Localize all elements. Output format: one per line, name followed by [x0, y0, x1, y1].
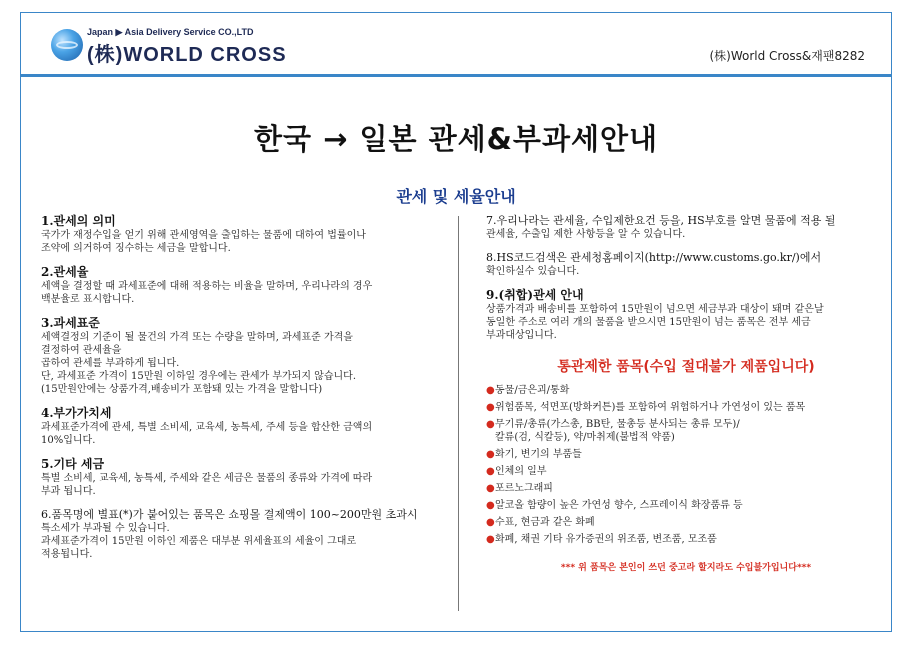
- list-item-text: 동물/금은괴/통화: [495, 385, 570, 396]
- list-item: [486, 499, 886, 512]
- section-line: 10%입니다.: [41, 435, 96, 446]
- list-item-text: 화폐, 채권 기타 유가증권의 위조품, 변조품, 모조품: [495, 534, 717, 545]
- right-column: [486, 214, 886, 573]
- bullet-icon: ●: [486, 449, 495, 460]
- list-item-text: 칼류(검, 식칼등), 약/마취제(불법적 약품): [495, 432, 675, 443]
- bullet-icon: ●: [486, 385, 495, 396]
- section-line: 적용됩니다.: [41, 549, 93, 560]
- section-asterisk-items: [41, 508, 461, 561]
- section-heading: 8.HS코드검색은 관세청홈페이지(http://www.customs.go.kr/)에서: [486, 251, 822, 264]
- section-line: 과세표준가격이 15만원 이하인 제품은 대부분 위세율표의 세율이 그대로: [41, 536, 357, 547]
- section-other-taxes: [41, 457, 461, 498]
- import-warning: *** 위 품목은 본인이 쓰던 중고라 할지라도 수입불가입니다***: [560, 563, 812, 573]
- list-item-text: 알코올 함량이 높은 가연성 향수, 스프레이식 화장품류 등: [495, 500, 743, 511]
- list-item-text: 인체의 일부: [495, 466, 547, 477]
- list-item-text: 포르노그래피: [495, 483, 553, 494]
- section-line: 결정하여 관세율을: [41, 345, 122, 356]
- section-tax-meaning: [41, 214, 461, 255]
- section-line: 특소세가 부과될 수 있습니다.: [41, 523, 170, 534]
- list-item-text: 화기, 변기의 부품들: [495, 449, 582, 460]
- globe-icon: [51, 29, 83, 61]
- section-line: 세액결정의 기준이 될 물건의 가격 또는 수량을 말하며, 과세표준 가격을: [41, 332, 353, 343]
- list-item: [486, 465, 886, 478]
- section-line: 단, 과세표준 가격이 15만원 이하일 경우에는 관세가 부가되지 않습니다.: [41, 371, 356, 382]
- section-line: 특별 소비세, 교육세, 농특세, 주세와 같은 세금은 물품의 종류와 가격에 따라: [41, 473, 373, 484]
- bullet-icon: ●: [486, 517, 495, 528]
- bullet-icon: ●: [486, 466, 495, 477]
- section-heading: 7.우리나라는 관세율, 수입제한요건 등을, HS부호를 알면 물품에 적용 될: [486, 214, 836, 227]
- section-tax-base: [41, 316, 461, 396]
- list-item: [486, 482, 886, 495]
- section-line: (15만원안에는 상품가격,배송비가 포함돼 있는 가격을 말합니다): [41, 384, 323, 395]
- left-column: [41, 214, 461, 571]
- logo-tagline: Japan ▶ Asia Delivery Service CO.,LTD: [87, 27, 254, 37]
- section-line: 부과대상입니다.: [486, 330, 557, 341]
- section-hs-search: [486, 251, 886, 278]
- section-combined-tax: [486, 288, 886, 342]
- section-tax-rate: [41, 265, 461, 306]
- section-line: 조약에 의거하여 징수하는 세금을 말합니다.: [41, 243, 231, 254]
- section-line: 국가가 재정수입을 얻기 위해 관세영역을 출입하는 물품에 대하여 법률이나: [41, 230, 366, 241]
- bullet-icon: ●: [486, 419, 495, 430]
- section-heading: 6.품목명에 별표(*)가 붙어있는 품목은 쇼핑몰 결제액이 100~200만원 초과시: [41, 508, 418, 521]
- document-frame: [20, 12, 892, 632]
- section-heading: 1.관세의 의미: [41, 214, 116, 228]
- section-line: 곱하여 관세를 부과하게 됩니다.: [41, 358, 180, 369]
- section-line: 백분율로 표시합니다.: [41, 294, 135, 305]
- header: [21, 13, 891, 75]
- restricted-items-title: 통관제한 품목(수입 절대불가 제품입니다): [557, 359, 815, 375]
- section-heading: 2.관세율: [41, 265, 89, 279]
- list-item: [486, 448, 886, 461]
- company-code: (株)World Cross&재팬8282: [709, 49, 865, 63]
- section-hs-code: [486, 214, 886, 241]
- list-item: [486, 384, 886, 397]
- section-line: 과세표준가격에 관세, 특별 소비세, 교육세, 농특세, 주세 등을 합산한 금액의: [41, 422, 373, 433]
- bullet-icon: ●: [486, 483, 495, 494]
- bullet-icon: ●: [486, 402, 495, 413]
- list-item: [486, 516, 886, 529]
- restricted-items-list: [486, 384, 886, 546]
- list-item: [486, 401, 886, 414]
- section-line: 동일한 주소로 여러 개의 물품을 받으시면 15만원이 넘는 품목은 전부 세금: [486, 317, 811, 328]
- section-vat: [41, 406, 461, 447]
- section-heading: 5.기타 세금: [41, 457, 105, 471]
- section-line: 관세율, 수출입 제한 사항등을 알 수 있습니다.: [486, 229, 686, 240]
- section-heading: 3.과세표준: [41, 316, 100, 330]
- list-item-text: 위험품목, 석면포(방화커튼)를 포함하여 위험하거나 가연성이 있는 품목: [495, 402, 806, 413]
- bullet-icon: ●: [486, 500, 495, 511]
- section-heading: 9.(취합)관세 안내: [486, 288, 584, 302]
- list-item: [486, 533, 886, 546]
- section-line: 상품가격과 배송비를 포함하여 15만원이 넘으면 세금부과 대상이 돼며 같은날: [486, 304, 824, 315]
- section-line: 부과 됩니다.: [41, 486, 96, 497]
- header-divider: [21, 74, 891, 77]
- list-item-text: 무기류/총류(가스총, BB탄, 물총등 분사되는 총류 모두)/: [495, 419, 740, 430]
- logo-name: (株)WORLD CROSS: [87, 44, 287, 66]
- list-item: [486, 418, 886, 444]
- page-title: 한국 → 일본 관세&부과세안내: [253, 122, 659, 156]
- section-heading: 4.부가가치세: [41, 406, 112, 420]
- page-subtitle: 관세 및 세율안내: [396, 187, 516, 206]
- section-line: 세액을 결정할 때 과세표준에 대해 적용하는 비율을 말하며, 우리나라의 경우: [41, 281, 373, 292]
- section-line: 확인하실수 있습니다.: [486, 266, 580, 277]
- bullet-icon: ●: [486, 534, 495, 545]
- column-divider: [458, 216, 459, 611]
- list-item-text: 수표, 현금과 같은 화폐: [495, 517, 595, 528]
